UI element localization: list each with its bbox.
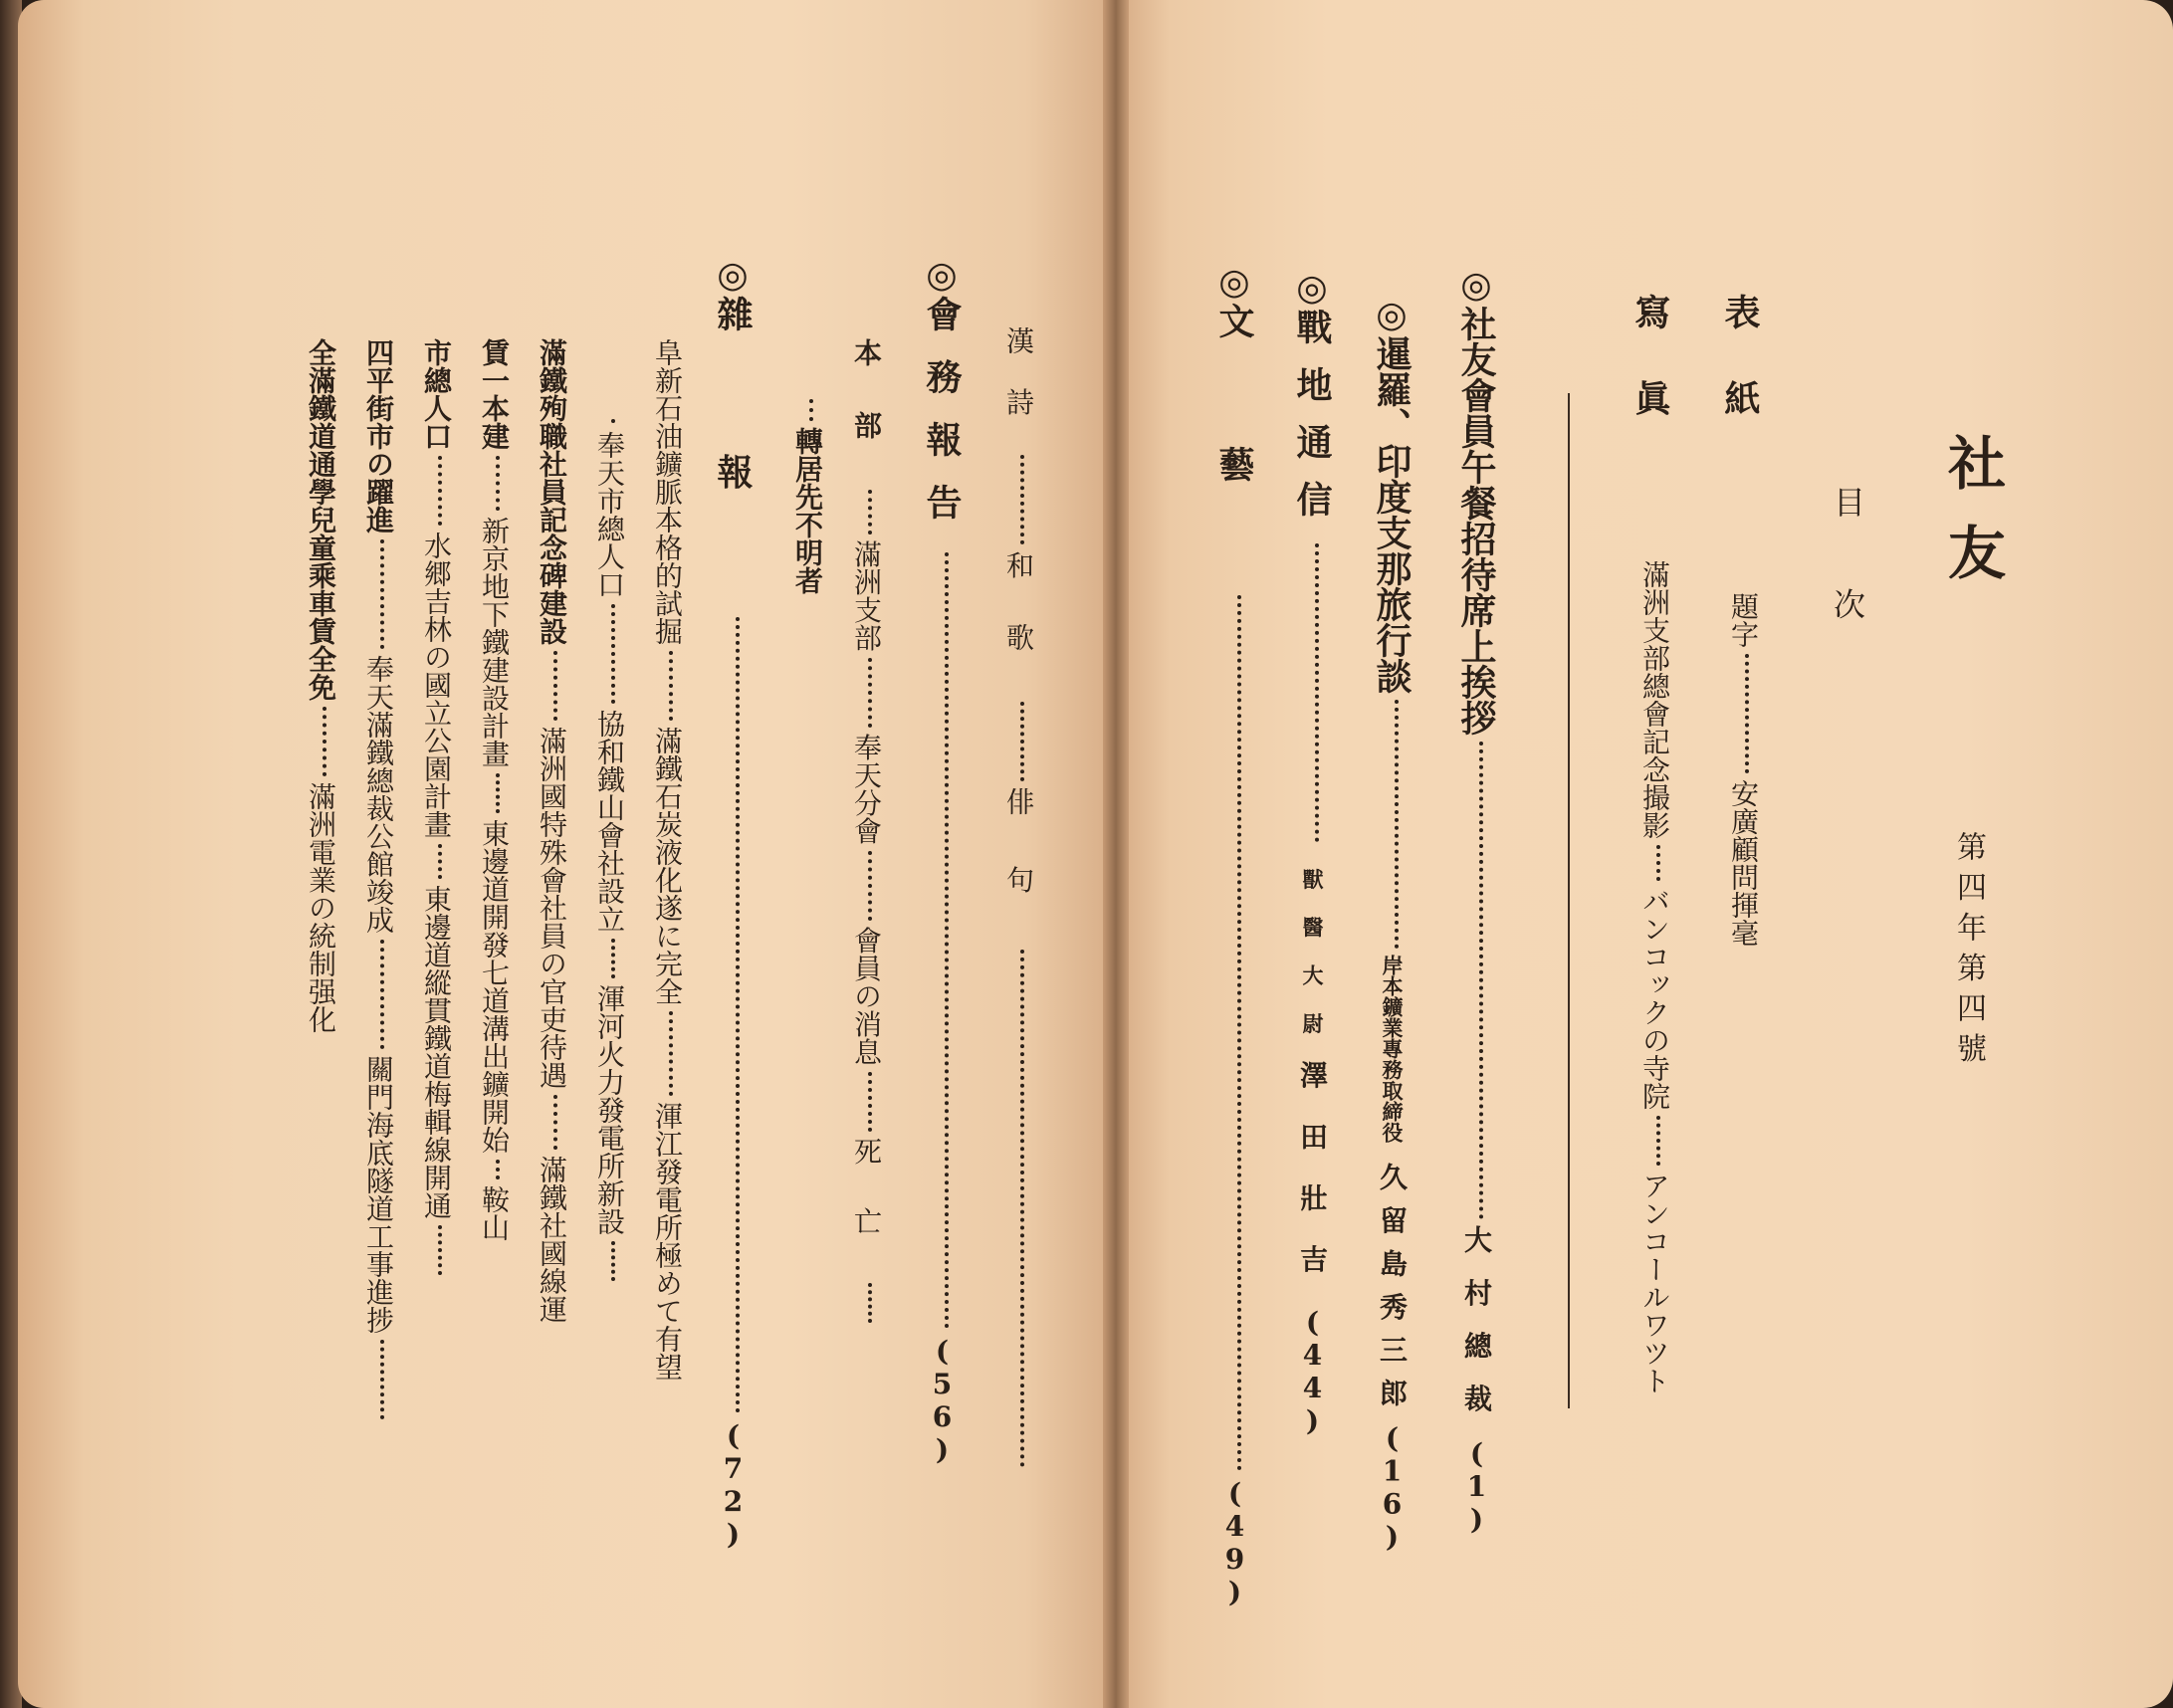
leader-dots: [1737, 654, 1749, 773]
table-of-contents-heading: 目次: [1829, 486, 1866, 690]
leader-dots: [860, 1283, 872, 1323]
toc-entry-title: 文藝: [1213, 303, 1255, 589]
leader-dots: [1227, 595, 1242, 1471]
toc-entry-kaimu: [921, 254, 963, 1498]
cover-author: 安廣顧問揮毫: [1727, 779, 1760, 947]
leader-dots: [603, 604, 615, 704]
kaimu-line-1: [850, 338, 883, 1453]
bungei-item-haiku: 俳句: [1002, 786, 1035, 944]
toc-entry-2: [1371, 294, 1412, 1554]
zappo-line-5: [420, 338, 453, 1281]
kaimu-item: 死亡: [850, 1137, 883, 1277]
photo-item-2: バンコックの寺院: [1638, 887, 1671, 1110]
leader-dots: [1012, 950, 1024, 1467]
zappo-item: 滿鐵社國線運: [536, 1156, 568, 1323]
zappo-item: 渾江發電所極めて有望: [651, 1102, 684, 1381]
leader-dots: [488, 773, 500, 813]
book-gutter: [1103, 0, 1129, 1708]
toc-entry-page: (44): [1296, 1306, 1329, 1438]
leader-dots: [315, 707, 326, 776]
zappo-item: 新京地下鐵建設計畫: [478, 517, 511, 767]
leader-dots: [488, 1160, 500, 1179]
toc-entry-3: [1291, 267, 1333, 1501]
page-number: 56: [926, 1368, 959, 1433]
leader-dots: [935, 552, 950, 1329]
page-number: 44: [1296, 1339, 1329, 1405]
zappo-item: 東邊道縱貫鐵道梅輯線開通: [420, 885, 453, 1219]
leader-dots: [860, 851, 872, 921]
toc-entry-1: [1455, 264, 1497, 1536]
zappo-item: 滿洲國特殊會社員の官吏待遇: [536, 727, 568, 1089]
bungei-item-kanshi: 漢詩: [1002, 326, 1035, 450]
kaimu-item: 會員の消息: [850, 926, 883, 1066]
leader-dots: [801, 399, 813, 421]
kaimu-item: 轉居先不明者: [791, 427, 824, 594]
photo-heading: [1630, 294, 1671, 466]
toc-entry-title: 戰地通信: [1291, 309, 1333, 538]
leader-dots: [545, 651, 557, 721]
leader-dots: [661, 1011, 673, 1096]
leader-dots: [372, 940, 384, 1049]
zappo-line-1: [651, 338, 684, 1381]
leader-dots: [488, 456, 500, 511]
toc-entry-title: 雜報: [712, 296, 754, 611]
leader-dots: [1012, 702, 1024, 781]
zappo-line-7: [305, 338, 337, 1033]
toc-entry-author: 澤田壯吉: [1296, 1060, 1329, 1307]
page-number: 49: [1218, 1510, 1251, 1576]
leader-dots: [430, 456, 442, 526]
toc-entry-page: (56): [926, 1335, 959, 1466]
leader-dots: [372, 539, 384, 649]
toc-entry-4: [1213, 261, 1255, 1608]
leader-dots: [545, 1095, 557, 1150]
photo-item-1: 滿洲支部總會記念撮影: [1638, 560, 1671, 839]
toc-entry-page: (49): [1218, 1477, 1251, 1608]
leader-dots: [661, 651, 673, 721]
toc-entry-title: 會務報告: [921, 296, 963, 546]
cover-entry: [1727, 592, 1760, 1000]
leader-dots: [726, 617, 741, 1413]
toc-entry-zappo: [712, 254, 754, 1551]
toc-entry-author-title: 岸本鑛業專務取締役: [1380, 955, 1405, 1143]
zappo-item: 全滿鐵道通學兒童乘車賃全免: [305, 338, 337, 701]
photo-heading-text: 寫眞: [1630, 294, 1671, 466]
zappo-item: 滿洲電業の統制强化: [305, 782, 337, 1033]
kaimu-item: 滿洲支部: [850, 539, 883, 652]
page-number: 1: [1460, 1469, 1493, 1503]
toc-entry-author: 大村總裁: [1460, 1225, 1493, 1437]
cover-item: 題字: [1727, 592, 1760, 648]
page-number: 72: [717, 1451, 750, 1518]
bungei-item-waka: 和歌: [1002, 550, 1035, 696]
bungei-items: [1002, 326, 1035, 1473]
leader-dots: [860, 490, 872, 534]
leader-dots: [1469, 742, 1484, 1219]
leader-dots: [860, 1072, 872, 1132]
bullet-icon: ◎: [1291, 267, 1333, 309]
leader-dots: [860, 658, 872, 728]
zappo-item: 鞍山: [478, 1185, 511, 1241]
leader-dots: [1648, 845, 1660, 881]
bullet-icon: ◎: [1213, 261, 1255, 303]
magazine-title: 社友: [1938, 433, 2006, 612]
zappo-item: 水郷吉林の國立公園計畫: [420, 532, 453, 838]
kaimu-line-2: [791, 393, 824, 594]
zappo-item: 市總人口: [420, 338, 453, 450]
zappo-item: 協和鐵山會社設立: [593, 710, 626, 933]
leader-dots: [1385, 700, 1400, 949]
kaimu-item: 本部: [850, 338, 883, 484]
leader-dots: [603, 1241, 615, 1281]
kaimu-item: 奉天分會: [850, 733, 883, 845]
zappo-item: 關門海底隧道工事進捗: [362, 1055, 395, 1334]
toc-entry-author: 久留島秀三郎: [1376, 1163, 1409, 1422]
zappo-item: 阜新石油鑛脈本格的試掘: [651, 338, 684, 645]
cover-heading-text: 表紙: [1719, 294, 1761, 466]
bullet-icon: ◎: [712, 254, 754, 296]
leader-dots: [1305, 543, 1320, 842]
bullet-icon: ◎: [921, 254, 963, 296]
zappo-item: 四平街市の躍進: [362, 338, 395, 534]
toc-entry-page: (1): [1460, 1436, 1493, 1536]
leader-dots: [603, 419, 615, 425]
page-number: 16: [1376, 1454, 1409, 1521]
toc-entry-page: (72): [717, 1418, 750, 1551]
cover-heading: [1719, 294, 1761, 466]
leader-dots: [430, 1225, 442, 1275]
zappo-line-6: [362, 338, 395, 1425]
zappo-item: 東邊道開發七道溝出鑛開始: [478, 819, 511, 1154]
toc-entry-title: 社友會員午餐招待席上挨拶: [1455, 306, 1497, 736]
zappo-item: 渾河火力發電所新設: [593, 984, 626, 1235]
bullet-icon: ◎: [1455, 264, 1497, 306]
zappo-item: 滿鐵石炭液化遂に完全: [651, 727, 684, 1005]
toc-entry-author-title: 獸醫大尉: [1300, 868, 1325, 1061]
zappo-item: 奉天滿鐵總裁公館竣成: [362, 655, 395, 934]
column-divider: [1568, 393, 1570, 1408]
photo-entry: [1638, 560, 1671, 1394]
zappo-item: 滿鐵殉職社員記念碑建設: [536, 338, 568, 645]
bullet-icon: ◎: [1371, 294, 1412, 335]
zappo-line-3: [536, 338, 568, 1323]
leader-dots: [603, 939, 615, 978]
toc-entry-title: 暹羅、印度支那旅行談: [1371, 335, 1412, 694]
zappo-line-2: [593, 413, 626, 1287]
leader-dots: [1012, 455, 1024, 544]
zappo-item: 賃一本建: [478, 338, 511, 450]
zappo-item: 奉天市總人口: [593, 431, 626, 598]
leader-dots: [430, 844, 442, 879]
leader-dots: [372, 1340, 384, 1419]
issue-number: 第四年第四號: [1951, 831, 1986, 1073]
zappo-line-4: [478, 338, 511, 1241]
photo-item-3: アンコールワツト: [1638, 1172, 1671, 1394]
toc-entry-page: (16): [1376, 1421, 1409, 1554]
leader-dots: [1648, 1116, 1660, 1166]
